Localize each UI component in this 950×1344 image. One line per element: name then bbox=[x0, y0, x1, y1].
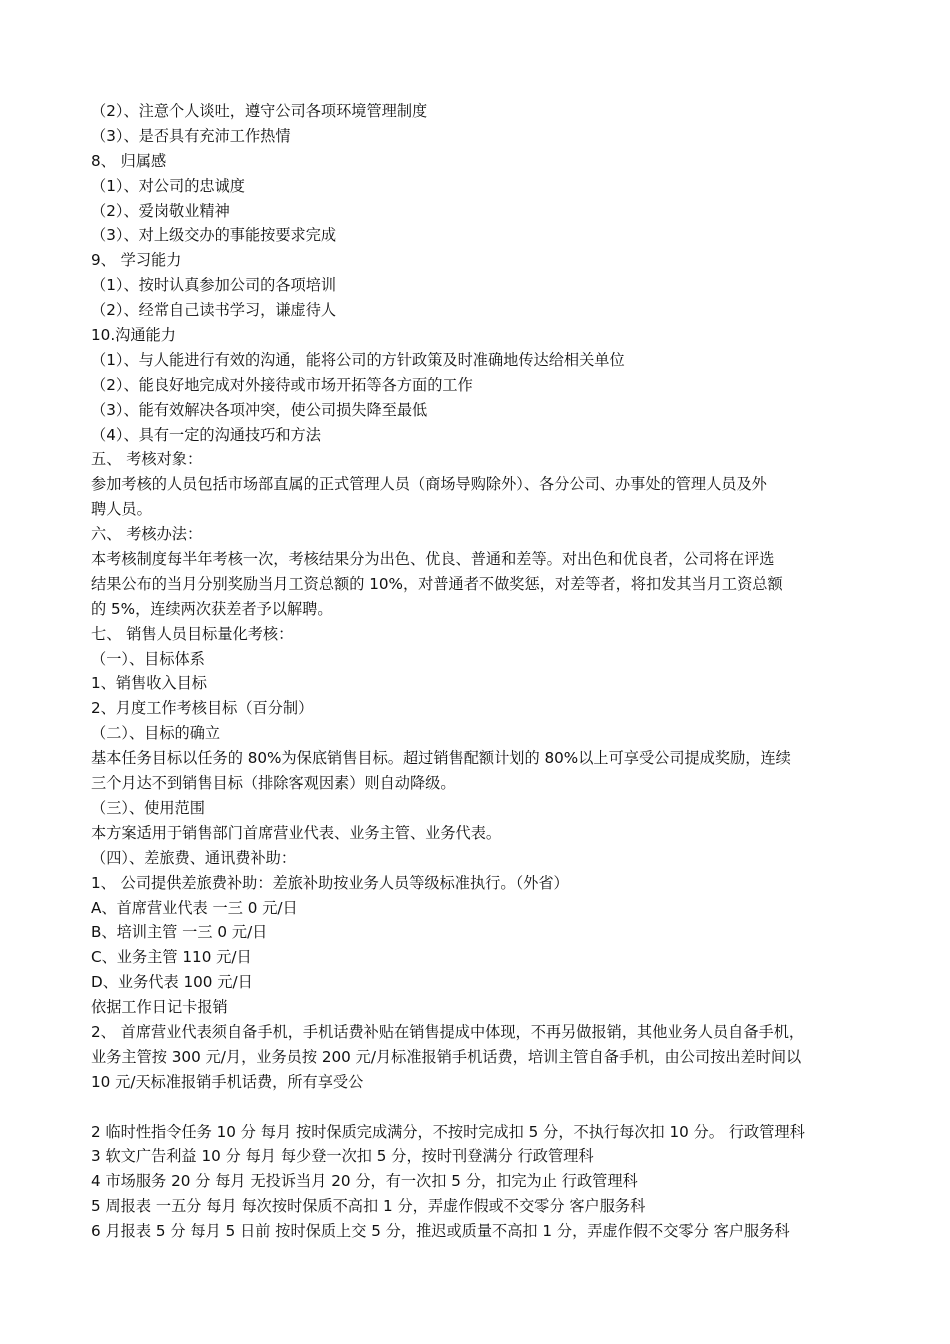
text-line: 2、月度工作考核目标（百分制） bbox=[91, 699, 314, 718]
text-line: 1、销售收入目标 bbox=[91, 674, 207, 693]
paragraph-line: 业务主管按 300 元/月，业务员按 200 元/月标准报销手机话费，培训主管自备手机，由公司按出差时间以 bbox=[91, 1047, 802, 1066]
scoring-line: 3 软文广告利益 10 分 每月 每少登一次扣 5 分，按时刊登满分 行政管理科 bbox=[91, 1147, 594, 1166]
text-line: （2）、经常自己读书学习，谦虚待人 bbox=[91, 301, 337, 320]
section-heading: 五、 考核对象： bbox=[91, 450, 203, 469]
paragraph-line: 三个月达不到销售目标（排除客观因素）则自动降级。 bbox=[91, 774, 456, 793]
document-body bbox=[91, 99, 863, 1244]
text-line: （2）、能良好地完成对外接待或市场开拓等各方面的工作 bbox=[91, 375, 473, 394]
text-line: 1、 公司提供差旅费补助：差旅补助按业务人员等级标准执行。（外省） bbox=[91, 873, 569, 892]
text-block-main bbox=[91, 99, 863, 1095]
text-line: （3）、对上级交办的事能按要求完成 bbox=[91, 226, 337, 245]
paragraph-line: 10 元/天标准报销手机话费，所有享受公 bbox=[91, 1072, 364, 1091]
scoring-line: 6 月报表 5 分 每月 5 日前 按时保质上交 5 分，推迟或质量不高扣 1 分，弄虚作假不交零分 客户服务科 bbox=[91, 1222, 790, 1241]
text-line: （2）、注意个人谈吐，遵守公司各项环境管理制度 bbox=[91, 102, 428, 120]
text-line: 依据工作日记卡报销 bbox=[91, 998, 228, 1017]
section-heading: 8、 归属感 bbox=[91, 151, 167, 170]
scoring-line: 5 周报表 一五分 每月 每次按时保质不高扣 1 分，弄虚作假或不交零分 客户服务科 bbox=[91, 1197, 646, 1216]
section-heading: 9、 学习能力 bbox=[91, 251, 182, 270]
text-line: （3）、是否具有充沛工作热情 bbox=[91, 126, 291, 145]
text-line: （1）、对公司的忠诚度 bbox=[91, 176, 245, 195]
scoring-line: 4 市场服务 20 分 每月 无投诉当月 20 分，有一次扣 5 分，扣完为止 行政管理科 bbox=[91, 1172, 638, 1191]
paragraph-line: 参加考核的人员包括市场部直属的正式管理人员（商场导购除外）、各分公司、办事处的管理人员及外 bbox=[91, 475, 767, 494]
text-line: D、业务代表 100 元/日 bbox=[91, 973, 253, 992]
paragraph-line: 本方案适用于销售部门首席营业代表、业务主管、业务代表。 bbox=[91, 823, 502, 842]
text-line: （2）、爱岗敬业精神 bbox=[91, 201, 230, 220]
text-line: C、业务主管 110 元/日 bbox=[91, 948, 252, 967]
subsection-heading: （四）、差旅费、通讯费补助： bbox=[91, 848, 297, 867]
paragraph-line: 结果公布的当月分别奖励当月工资总额的 10%，对普通者不做奖惩，对差等者，将扣发其当月工资总额 bbox=[91, 574, 783, 593]
text-line: （3）、能有效解决各项冲突，使公司损失降至最低 bbox=[91, 400, 428, 419]
text-block-scoring bbox=[91, 1120, 863, 1244]
subsection-heading: （三）、使用范围 bbox=[91, 798, 205, 817]
text-line: （4）、具有一定的沟通技巧和方法 bbox=[91, 425, 321, 444]
subsection-heading: （二）、目标的确立 bbox=[91, 724, 221, 743]
section-heading: 10.沟通能力 bbox=[91, 326, 176, 345]
scoring-line: 2 临时性指令任务 10 分 每月 按时保质完成满分，不按时完成扣 5 分，不执行每次扣 10 分。 行政管理科 bbox=[91, 1122, 805, 1141]
paragraph-line: 基本任务目标以任务的 80%为保底销售目标。超过销售配额计划的 80%以上可享受公司提成奖励，连续 bbox=[91, 749, 791, 768]
text-line: （1）、与人能进行有效的沟通，能将公司的方针政策及时准确地传达给相关单位 bbox=[91, 350, 625, 369]
text-line: A、首席营业代表 一三 0 元/日 bbox=[91, 898, 298, 917]
section-heading: 六、 考核办法： bbox=[91, 525, 203, 544]
subsection-heading: （一）、目标体系 bbox=[91, 649, 205, 668]
paragraph-line: 聘人员。 bbox=[91, 500, 152, 519]
text-line: （1）、按时认真参加公司的各项培训 bbox=[91, 276, 337, 295]
section-heading: 七、 销售人员目标量化考核： bbox=[91, 624, 294, 643]
text-line: B、培训主管 一三 0 元/日 bbox=[91, 923, 268, 942]
paragraph-line: 本考核制度每半年考核一次，考核结果分为出色、优良、普通和差等。对出色和优良者，公司将在评选 bbox=[91, 550, 775, 569]
paragraph-line: 的 5%，连续两次获差者予以解聘。 bbox=[91, 599, 333, 618]
blank-line bbox=[91, 1095, 863, 1120]
paragraph-line: 2、 首席营业代表须自备手机，手机话费补贴在销售提成中体现，不再另做报销，其他业务人员自备手机， bbox=[91, 1022, 805, 1041]
